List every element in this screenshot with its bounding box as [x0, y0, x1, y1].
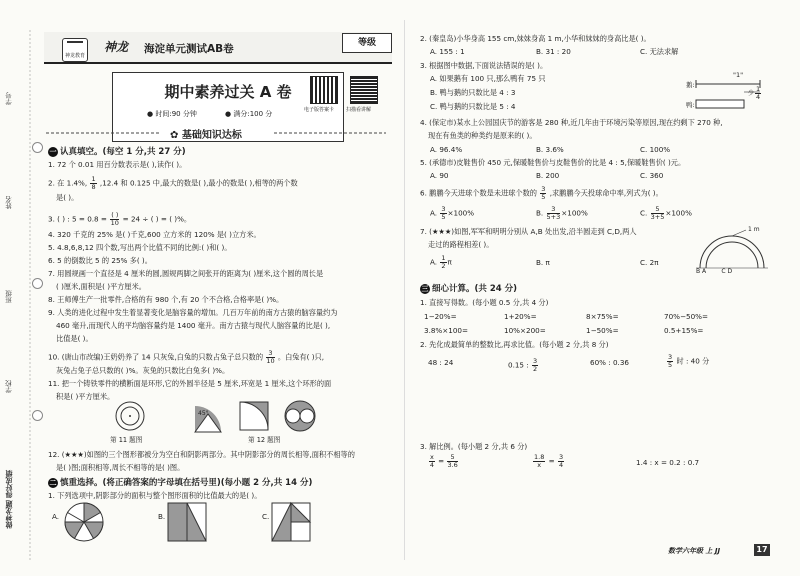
banner-deco-icon: ✿ — [170, 130, 179, 141]
option-b-square — [168, 503, 206, 541]
section-1-text: 认真填空。(每空 1 分,共 27 分) — [60, 147, 186, 157]
choice-6-option-b[interactable]: B. $\frac{3}{5+3}$ ×100% — [536, 205, 588, 221]
choice-3-option-b[interactable]: B. 鸭与鹅的只数比是 4 : 3 — [430, 88, 516, 97]
fig12-caption: 第 12 题图 — [248, 436, 281, 444]
fig11-caption: 第 11 题图 — [110, 436, 143, 444]
question-4: 4. 320 千克的 25% 是( )千克,600 立方米的 120% 是( )立方米。 — [48, 230, 261, 239]
choice-3-option-c[interactable]: C. 鸭与鹅的只数比是 5 : 4 — [430, 102, 516, 111]
q2-6-text-a: 6. 鹏鹏今天进球个数是未进球个数的 — [420, 188, 537, 198]
proportion-1: $\frac{x}{4}$ = $\frac{5}{3.6}$ — [429, 453, 458, 469]
q10-text-c: 灰兔占兔子总只数的( )%。灰兔的只数比白兔多( )%。 — [56, 366, 230, 375]
sidebar — [0, 0, 40, 576]
choice-4-option-a[interactable]: A. 96.4% — [430, 145, 463, 154]
page-number: 17 — [754, 544, 770, 556]
qr-code-answers[interactable] — [310, 76, 338, 104]
q7-text-b: ( )厘米,面积是( )平方厘米。 — [56, 282, 146, 291]
choice-1-figures — [62, 500, 402, 546]
time-label: 时间:90 分钟 — [155, 110, 197, 118]
q9-text-b: 460 毫升,而现代人的平均脑容量约是 1400 毫升。南方古猿与现代人脑容量的比是( ), — [56, 321, 331, 330]
q9-text-c: 比值是( )。 — [56, 334, 93, 343]
ratio-item: 60% : 0.36 — [590, 358, 629, 367]
section-3-title — [420, 282, 517, 294]
choice-question-5: 5. (承德市)皮鞋售价 450 元,保暖鞋售价与皮鞋售价的比是 4 : 5,保暖鞋售价( )元。 — [420, 158, 686, 167]
diagram-goose-label: 鹅: — [686, 81, 695, 89]
proportion-2: $\frac{1.8}{x}$ = $\frac{3}{4}$ — [534, 453, 564, 469]
footer-text: 数学六年级 上 JJ — [668, 547, 721, 555]
ratio-item-4-text: : 40 分 — [685, 356, 710, 366]
diagram-fraction: 少 $\frac{1}{4}$ — [748, 85, 761, 101]
question-5: 5. 4.8,6,8,12 四个数,写出两个比值不同的比例:( )和( )。 — [48, 243, 232, 252]
q2-text-c: 是( )。 — [56, 193, 79, 202]
question-11: 11. 把一个铸铁零件的横断面是环形,它的外圆半径是 5 厘米,环宽是 1 厘米,这个环形的面 — [48, 379, 332, 388]
choice-7-option-c[interactable]: C. 2π — [640, 258, 659, 267]
diagram-duck-label: 鸭: — [686, 101, 695, 109]
question-3 — [48, 212, 191, 227]
ratio-item: 48 : 24 — [428, 358, 454, 367]
choice-5-option-a[interactable]: A. 90 — [430, 171, 449, 180]
choice-question-3: 3. 根据图中数据,下面说法错误的是( )。 — [420, 61, 548, 70]
calc-item: 1−20%= — [424, 312, 457, 321]
choice-6-option-c-label: C. — [640, 208, 648, 218]
column-divider — [404, 20, 405, 560]
question-6: 6. 5 的倒数比 5 的 25% 多( )。 — [48, 256, 152, 265]
choice-4-option-c[interactable]: C. 100% — [640, 145, 671, 154]
logo-icon — [62, 38, 88, 62]
choice-7-option-b[interactable]: B. π — [536, 258, 550, 267]
choice-question-1: 1. 下列选项中,阴影部分的面积与整个图形面积的比值最大的是( )。 — [48, 491, 262, 500]
sidebar-label-class: 班级 — [5, 290, 13, 303]
ratio-item-2-text: 0.15 : — [508, 360, 529, 370]
brand-mark: 神龙 — [104, 40, 129, 54]
calc-question-1: 1. 直接写得数。(每小题 0.5 分,共 4 分) — [420, 298, 549, 307]
choice-6-option-c[interactable]: C. $\frac{5}{3+5}$ ×100% — [640, 205, 692, 221]
section-3-text: 细心计算。(共 24 分) — [432, 284, 518, 294]
sidebar-label-name: 姓名 — [5, 196, 13, 209]
choice-1-option-b[interactable]: B. — [158, 512, 166, 521]
header-banner — [44, 32, 392, 118]
q2-7-text-b: 走过的路程相差( )。 — [428, 240, 494, 249]
q10-text-a: 10. (唐山市改编)王奶奶养了 14 只灰兔,白兔的只数占兔子总只数的 — [48, 352, 264, 362]
fig7-width-label: 1 m — [748, 226, 760, 233]
choice-3-option-a[interactable]: A. 如果鹅有 100 只,那么鸭有 75 只 — [430, 74, 546, 83]
series-title: 海淀单元测试AB卷 — [144, 43, 234, 55]
ratio-item-4-unit: 时 — [676, 356, 684, 366]
q2-text-b: ,12.4 和 0.125 中,最大的数是( ),最小的数是( ),相等的两个数 — [99, 178, 298, 188]
choice-6-option-a-label: A. — [430, 208, 438, 218]
qr2-label: 扫描看讲解 — [346, 107, 372, 113]
option-c-square — [272, 503, 310, 541]
question-12: 12. (★★★)如图的三个图形都被分为空白和阴影两部分。其中阴影部分的周长相等,面积不相等的 — [48, 450, 355, 459]
diagram-unit-label: "1" — [733, 71, 744, 79]
choice-7-option-a-pi: π — [447, 257, 452, 267]
ratio-item: $\frac{3}{5}$ 时 : 40 分 — [668, 353, 710, 369]
fig12-shape-b — [240, 402, 268, 430]
clock-icon: ● — [147, 110, 154, 118]
choice-question-6 — [420, 186, 663, 201]
binding-hole — [32, 142, 43, 153]
question-7: 7. 用圆规画一个直径是 4 厘米的圆,圆规两脚之间张开的距离为( )厘米,这个圆的周长是 — [48, 269, 324, 278]
section-3-number: 三 — [421, 285, 429, 293]
qr-code-explain[interactable] — [350, 76, 378, 104]
q2-4-text-b: 现在有鱼类的种类约是原来的( )。 — [428, 131, 537, 140]
calc-item: 70%−50%= — [664, 312, 708, 321]
question-9: 9. 人类的进化过程中发生着显著变化是脑容量的增加。几百万年前的南方古猿的脑容量约为 — [48, 308, 338, 317]
fig12-angle-label: 45° — [198, 410, 209, 417]
section-2-text: 慎重选择。(将正确答案的字母填在括号里)(每小题 2 分,共 14 分) — [60, 478, 313, 488]
choice-7-option-a-label: A. — [430, 257, 438, 267]
section-banner-text: 基础知识达标 — [181, 130, 242, 141]
calc-item: 8×75%= — [586, 312, 619, 321]
q10-text-b: 。白兔有( )只, — [277, 352, 325, 362]
calc-item: 1+20%= — [504, 312, 537, 321]
banner-rule — [46, 131, 386, 135]
qr1-label: 电子版答案卡 — [304, 107, 335, 113]
grade-box: 等级 — [342, 33, 392, 53]
fraction-three-tenths: $\frac{3}{10}$ — [266, 349, 275, 365]
calc-item: 0.5+15%= — [664, 326, 704, 335]
logo-text: 神龙教育 — [65, 53, 86, 59]
choice-5-option-c[interactable]: C. 360 — [640, 171, 664, 180]
fraction-one-eighth: $\frac{1}{8}$ — [91, 175, 96, 191]
question-10 — [48, 350, 324, 365]
calc-item: 1−50%= — [586, 326, 619, 335]
fig11-center-dot — [129, 415, 131, 417]
ratio-item: 0.15 : $\frac{3}{2}$ — [508, 357, 538, 373]
choice-2-option-b[interactable]: B. 31 : 20 — [536, 47, 571, 56]
q2-text-a: 2. 在 1.4%, — [48, 178, 88, 188]
choice-question-2: 2. (秦皇岛)小华身高 155 cm,妹妹身高 1 m,小华和妹妹的身高比是( )。 — [420, 34, 651, 43]
calc-question-3: 3. 解比例。(每小题 2 分,共 6 分) — [420, 442, 528, 451]
question-2 — [48, 176, 298, 191]
section-1-number: 一 — [49, 148, 57, 156]
choice-2-option-c[interactable]: C. 无法求解 — [640, 47, 679, 56]
choice-question-7: 7. (★★★)如图,军军和明明分别从 A,B 处出发,沿半圆走到 C,D,两人 — [420, 227, 637, 236]
score-label: 满分:100 分 — [233, 110, 273, 118]
section-2-title — [48, 476, 312, 488]
fig12-shape-c — [285, 401, 315, 431]
question-1: 1. 72 个 0.01 用百分数表示是( ),读作( )。 — [48, 160, 187, 169]
fraction-blank-10: $\frac{( )}{10}$ — [110, 211, 119, 227]
question-8: 8. 王师傅生产一批零件,合格的有 980 个,有 20 个不合格,合格率是( )%。 — [48, 295, 284, 304]
sidebar-label-student-id: 学号 — [5, 92, 13, 105]
calc-item: 10%×200= — [504, 326, 546, 335]
q3-text-b: = 24 ÷ ( ) = ( )%。 — [122, 214, 192, 224]
section-2-number: 二 — [49, 479, 57, 487]
fig7-point-labels: B A C D — [696, 268, 733, 275]
option-a-pie — [65, 503, 103, 541]
choice-5-option-b[interactable]: B. 200 — [536, 171, 560, 180]
sidebar-label-school: 学校 — [5, 380, 13, 393]
binding-hole — [32, 278, 43, 289]
choice-1-option-a[interactable]: A. — [52, 512, 60, 521]
proportion-3: 1.4 : x = 0.2 : 0.7 — [636, 458, 700, 467]
choice-question-4: 4. (保定市)某水上公园国庆节的游客是 280 种,近几年由于环境污染等原因,现在约剩下 270 种, — [420, 118, 723, 127]
exam-title: 期中素养过关 A 卷 — [164, 83, 292, 101]
choice-1-option-c[interactable]: C. — [262, 512, 270, 521]
q3-text-a: 3. ( ) : 5 = 0.8 = — [48, 214, 107, 224]
binding-hole — [32, 410, 43, 421]
score-info — [225, 109, 272, 119]
q12-text-b: 是( )图;面积相等,周长不相等的是( )图。 — [56, 463, 185, 472]
q11-text-b: 积是( )平方厘米。 — [56, 392, 115, 401]
fraction-three-fifths: $\frac{3}{5}$ — [541, 185, 546, 201]
sidebar-slogan: 做神龙题 得好成绩 — [5, 470, 13, 529]
score-icon: ● — [225, 110, 232, 118]
calc-item: 3.8%×100= — [424, 326, 469, 335]
section-1-title — [48, 145, 186, 157]
gate-icon — [67, 41, 83, 52]
choice-2-option-a[interactable]: A. 155 : 1 — [430, 47, 465, 56]
calc-question-2: 2. 先化成最简单的整数比,再求比值。(每小题 2 分,共 8 分) — [420, 340, 609, 349]
time-info — [147, 109, 197, 119]
q2-6-text-b: ,求鹏鹏今天投球命中率,列式为( )。 — [549, 188, 663, 198]
figures-11-12 — [100, 392, 370, 436]
choice-6-option-a[interactable]: A. $\frac{3}{5}$ ×100% — [430, 205, 475, 221]
choice-6-option-b-label: B. — [536, 208, 544, 218]
choice-4-option-b[interactable]: B. 3.6% — [536, 145, 564, 154]
choice-7-option-a[interactable]: A. $\frac{1}{2}$ π — [430, 254, 452, 270]
